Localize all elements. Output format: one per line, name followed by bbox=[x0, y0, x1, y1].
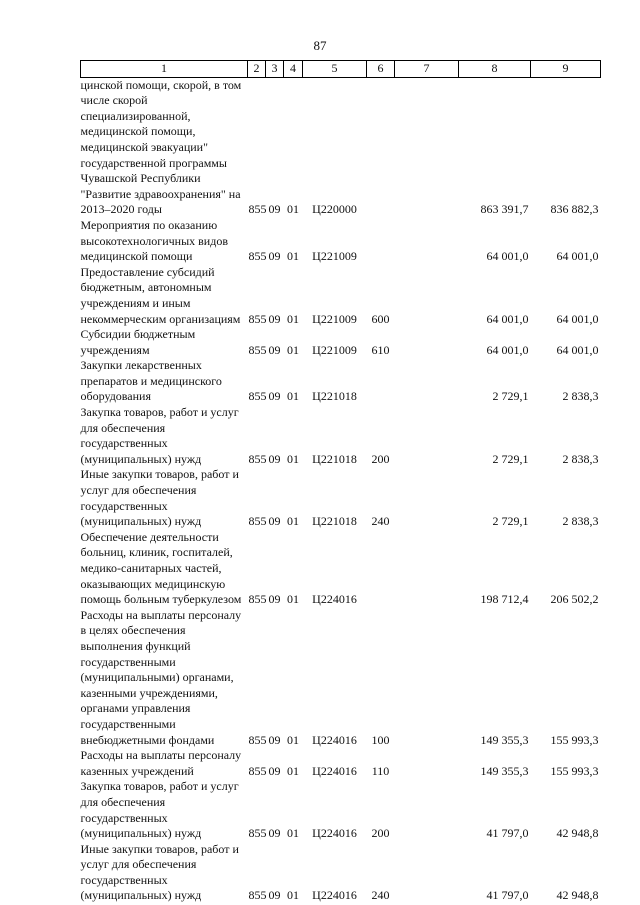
row-cell-c3: 09 bbox=[268, 342, 281, 357]
col-header-9: 9 bbox=[531, 61, 601, 78]
row-cell-c2: 855 bbox=[248, 389, 267, 404]
column-header-row bbox=[81, 61, 601, 78]
row-description: Мероприятия по оказанию высокотехнологичных видов медицинской помощи bbox=[80, 217, 229, 264]
col-header-7: 7 bbox=[395, 61, 459, 78]
table-row bbox=[81, 218, 601, 265]
row-cell-c8: 64 001,0 bbox=[486, 311, 529, 326]
row-cell-c5: Ц224016 bbox=[312, 888, 357, 903]
row-cell-c8: 64 001,0 bbox=[486, 342, 529, 357]
row-cell-c2: 855 bbox=[248, 826, 267, 841]
row-cell-c6: 200 bbox=[371, 826, 390, 841]
row-cell-c7 bbox=[395, 467, 459, 529]
col-header-5: 5 bbox=[303, 61, 367, 78]
page-number: 87 bbox=[313, 38, 327, 53]
row-cell-c5: Ц221009 bbox=[312, 342, 357, 357]
row-description: Иные закупки товаров, работ и услуг для обеспечения государственных (муниципальных) нужд bbox=[80, 841, 239, 903]
table-row bbox=[81, 748, 601, 779]
row-cell-c8: 149 355,3 bbox=[480, 763, 529, 778]
row-cell-c5: Ц221009 bbox=[312, 311, 357, 326]
row-description: Закупка товаров, работ и услуг для обеспечения государственных (муниципальных) нужд bbox=[80, 405, 239, 466]
row-cell-c5: Ц220000 bbox=[312, 202, 357, 217]
row-cell-c2: 855 bbox=[248, 514, 267, 529]
row-cell-c4: 01 bbox=[287, 202, 299, 217]
row-cell-c5: Ц221009 bbox=[312, 249, 357, 264]
table-row bbox=[81, 467, 601, 529]
row-description: Иные закупки товаров, работ и услуг для обеспечения государственных (муниципальных) нужд bbox=[80, 467, 239, 529]
row-cell-c6: 110 bbox=[371, 763, 390, 778]
row-cell-c6 bbox=[367, 358, 395, 405]
table-row bbox=[81, 327, 601, 358]
row-cell-c6 bbox=[367, 218, 395, 265]
row-description: Расходы на выплаты персоналу в целях обеспечения выполнения функций государственными (муниципальными) органами, казенными учреждениями, органами управления государственными внебюджетными фондами bbox=[80, 607, 242, 747]
row-cell-c4: 01 bbox=[287, 826, 299, 841]
row-cell-c5: Ц221018 bbox=[312, 451, 357, 466]
table-row bbox=[81, 405, 601, 467]
row-cell-c6: 240 bbox=[371, 514, 390, 529]
row-cell-c4: 01 bbox=[287, 451, 299, 466]
row-cell-c4: 01 bbox=[287, 732, 299, 747]
row-cell-c3: 09 bbox=[268, 763, 281, 778]
row-cell-c8: 2 729,1 bbox=[492, 389, 529, 404]
row-description: Предоставление субсидий бюджетным, автономным учреждениям и иным некоммерческим организациям bbox=[80, 264, 241, 326]
row-cell-c3: 09 bbox=[268, 202, 281, 217]
row-cell-c4: 01 bbox=[287, 249, 299, 264]
row-cell-c7 bbox=[395, 218, 459, 265]
row-cell-c7 bbox=[395, 842, 459, 904]
row-cell-c6: 600 bbox=[371, 311, 390, 326]
row-cell-c8: 2 729,1 bbox=[492, 514, 529, 529]
row-cell-c5: Ц224016 bbox=[312, 826, 357, 841]
row-cell-c3: 09 bbox=[268, 592, 281, 607]
budget-table bbox=[80, 60, 601, 904]
row-cell-c5: Ц224016 bbox=[312, 592, 357, 607]
row-cell-c4: 01 bbox=[287, 342, 299, 357]
row-cell-c2: 855 bbox=[248, 249, 267, 264]
row-cell-c9: 64 001,0 bbox=[556, 342, 599, 357]
row-cell-c9: 2 838,3 bbox=[562, 514, 599, 529]
row-cell-c2: 855 bbox=[248, 311, 267, 326]
row-cell-c8: 198 712,4 bbox=[480, 592, 529, 607]
row-cell-c9: 42 948,8 bbox=[556, 826, 599, 841]
table-row bbox=[81, 77, 601, 218]
row-cell-c9: 206 502,2 bbox=[550, 592, 599, 607]
row-cell-c9: 155 993,3 bbox=[550, 763, 599, 778]
row-cell-c7 bbox=[395, 530, 459, 608]
row-cell-c7 bbox=[395, 608, 459, 748]
row-cell-c2: 855 bbox=[248, 451, 267, 466]
row-cell-c7 bbox=[395, 358, 459, 405]
row-cell-c9: 836 882,3 bbox=[550, 202, 599, 217]
row-cell-c3: 09 bbox=[268, 451, 281, 466]
row-cell-c8: 149 355,3 bbox=[480, 732, 529, 747]
row-cell-c9: 64 001,0 bbox=[556, 249, 599, 264]
row-cell-c2: 855 bbox=[248, 763, 267, 778]
row-cell-c5: Ц221018 bbox=[312, 389, 357, 404]
row-cell-c4: 01 bbox=[287, 763, 299, 778]
row-cell-c7 bbox=[395, 77, 459, 218]
row-cell-c3: 09 bbox=[268, 311, 281, 326]
row-cell-c4: 01 bbox=[287, 592, 299, 607]
row-cell-c6: 610 bbox=[371, 342, 390, 357]
row-cell-c9: 2 838,3 bbox=[562, 451, 599, 466]
row-cell-c4: 01 bbox=[287, 389, 299, 404]
row-cell-c2: 855 bbox=[248, 342, 267, 357]
table-row bbox=[81, 608, 601, 748]
row-cell-c8: 64 001,0 bbox=[486, 249, 529, 264]
row-cell-c6 bbox=[367, 530, 395, 608]
row-cell-c8: 2 729,1 bbox=[492, 451, 529, 466]
row-cell-c6 bbox=[367, 77, 395, 218]
row-cell-c2: 855 bbox=[248, 888, 267, 903]
row-cell-c4: 01 bbox=[287, 311, 299, 326]
row-cell-c5: Ц224016 bbox=[312, 763, 357, 778]
col-header-3: 3 bbox=[266, 61, 284, 78]
row-cell-c8: 41 797,0 bbox=[486, 826, 529, 841]
row-cell-c2: 855 bbox=[248, 202, 267, 217]
row-cell-c7 bbox=[395, 265, 459, 327]
row-cell-c2: 855 bbox=[248, 592, 267, 607]
row-description: Расходы на выплаты персоналу казенных учреждений bbox=[80, 748, 242, 778]
row-cell-c2: 855 bbox=[248, 732, 267, 747]
table-row bbox=[81, 358, 601, 405]
col-header-1: 1 bbox=[81, 61, 248, 78]
row-cell-c9: 2 838,3 bbox=[562, 389, 599, 404]
row-cell-c5: Ц224016 bbox=[312, 732, 357, 747]
row-description: Обеспечение деятельности больниц, клиник, госпиталей, медико-санитарных частей, оказывающих медицинскую помощь больным туберкулезом bbox=[80, 529, 242, 607]
row-cell-c7 bbox=[395, 327, 459, 358]
row-description: Закупки лекарственных препаратов и медицинского оборудования bbox=[80, 358, 222, 404]
row-cell-c6: 200 bbox=[371, 451, 390, 466]
row-cell-c7 bbox=[395, 779, 459, 841]
row-cell-c8: 863 391,7 bbox=[480, 202, 529, 217]
row-cell-c9: 42 948,8 bbox=[556, 888, 599, 903]
row-cell-c6: 240 bbox=[371, 888, 390, 903]
table-row bbox=[81, 530, 601, 608]
row-cell-c7 bbox=[395, 748, 459, 779]
table-row bbox=[81, 842, 601, 904]
row-description: цинской помощи, скорой, в том числе скорой специализированной, медицинской помощи, медицинской эвакуации" государственной программы Чувашской Республики "Развитие здравоохранения" на 2013–2020 годы bbox=[80, 77, 242, 217]
col-header-6: 6 bbox=[367, 61, 395, 78]
row-cell-c9: 64 001,0 bbox=[556, 311, 599, 326]
col-header-4: 4 bbox=[284, 61, 303, 78]
row-cell-c8: 41 797,0 bbox=[486, 888, 529, 903]
row-cell-c3: 09 bbox=[268, 389, 281, 404]
col-header-8: 8 bbox=[459, 61, 531, 78]
row-cell-c7 bbox=[395, 405, 459, 467]
table-row bbox=[81, 779, 601, 841]
row-cell-c3: 09 bbox=[268, 888, 281, 903]
row-cell-c4: 01 bbox=[287, 888, 299, 903]
row-cell-c4: 01 bbox=[287, 514, 299, 529]
row-cell-c5: Ц221018 bbox=[312, 514, 357, 529]
row-cell-c9: 155 993,3 bbox=[550, 732, 599, 747]
row-cell-c6: 100 bbox=[371, 732, 390, 747]
col-header-2: 2 bbox=[248, 61, 266, 78]
table-row bbox=[81, 265, 601, 327]
row-cell-c3: 09 bbox=[268, 249, 281, 264]
row-cell-c3: 09 bbox=[268, 514, 281, 529]
row-description: Субсидии бюджетным учреждениям bbox=[80, 327, 196, 357]
row-cell-c3: 09 bbox=[268, 826, 281, 841]
row-description: Закупка товаров, работ и услуг для обеспечения государственных (муниципальных) нужд bbox=[80, 779, 239, 841]
row-cell-c3: 09 bbox=[268, 732, 281, 747]
